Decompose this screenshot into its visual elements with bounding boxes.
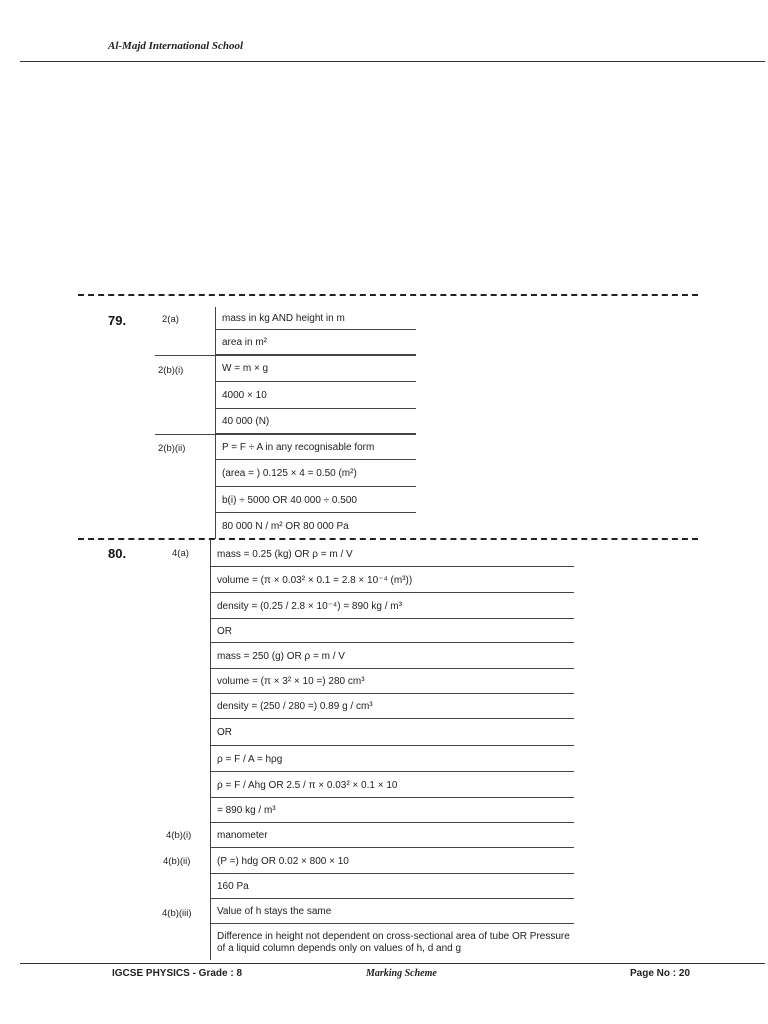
answer-row: 160 Pa <box>211 875 574 899</box>
question-separator <box>78 294 698 296</box>
footer-doc-title: Marking Scheme <box>366 968 437 979</box>
answer-row: Value of h stays the same <box>211 900 574 924</box>
footer-rule <box>20 963 765 964</box>
answer-row: OR <box>211 720 574 746</box>
answer-row: manometer <box>211 824 574 848</box>
answer-row: mass = 0.25 (kg) OR ρ = m / V <box>211 542 574 567</box>
answer-row: volume = (π × 3² × 10 =) 280 cm³ <box>211 670 574 694</box>
answer-row: ρ = F / Ahg OR 2.5 / π × 0.03² × 0.1 × 10 <box>211 773 574 798</box>
part-label: 2(a) <box>162 314 179 325</box>
question-number-79: 79. <box>108 313 127 328</box>
answer-row: OR <box>211 620 574 643</box>
answer-row: (P =) hdg OR 0.02 × 800 × 10 <box>211 849 574 874</box>
answer-row: b(i) ÷ 5000 OR 40 000 ÷ 0.500 <box>216 488 416 513</box>
question-separator <box>78 538 698 540</box>
answer-row: = 890 kg / m³ <box>211 799 574 823</box>
answer-row: W = m × g <box>216 356 416 382</box>
footer-subject: IGCSE PHYSICS - Grade : 8 <box>112 968 243 979</box>
answer-row: P = F ÷ A in any recognisable form <box>216 435 416 460</box>
answer-row: (area = ) 0.125 × 4 = 0.50 (m²) <box>216 461 416 487</box>
answer-row: 4000 × 10 <box>216 383 416 409</box>
part-label: 4(b)(iii) <box>162 908 192 919</box>
part-label: 4(b)(ii) <box>163 856 191 867</box>
header-rule <box>20 61 765 62</box>
question-number-80: 80. <box>108 546 127 561</box>
answer-row: ρ = F / A = hρg <box>211 747 574 772</box>
school-name: Al-Majd International School <box>108 40 244 52</box>
part-label: 2(b)(i) <box>158 365 184 376</box>
answer-row: 40 000 (N) <box>216 410 416 434</box>
answer-row: area in m² <box>216 331 416 355</box>
answer-row: mass in kg AND height in m <box>216 307 416 330</box>
part-label: 4(a) <box>172 548 189 559</box>
answer-row: volume = (π × 0.03² × 0.1 = 2.8 × 10⁻⁴ (m³)) <box>211 568 574 593</box>
answer-row: density = (250 / 280 =) 0.89 g / cm³ <box>211 695 574 719</box>
part-label: 4(b)(i) <box>166 830 192 841</box>
answer-row: mass = 250 (g) OR ρ = m / V <box>211 644 574 669</box>
answer-row: 80 000 N / m² OR 80 000 Pa <box>222 520 349 532</box>
answer-row: Difference in height not dependent on cross-sectional area of tube OR Pressure of a liquid column depends only on values of h, d and g <box>217 931 570 954</box>
footer-page-number: Page No : 20 <box>630 968 691 979</box>
part-label: 2(b)(ii) <box>158 443 186 454</box>
answer-row: density = (0.25 / 2.8 × 10⁻⁴) = 890 kg / m³ <box>211 594 574 619</box>
